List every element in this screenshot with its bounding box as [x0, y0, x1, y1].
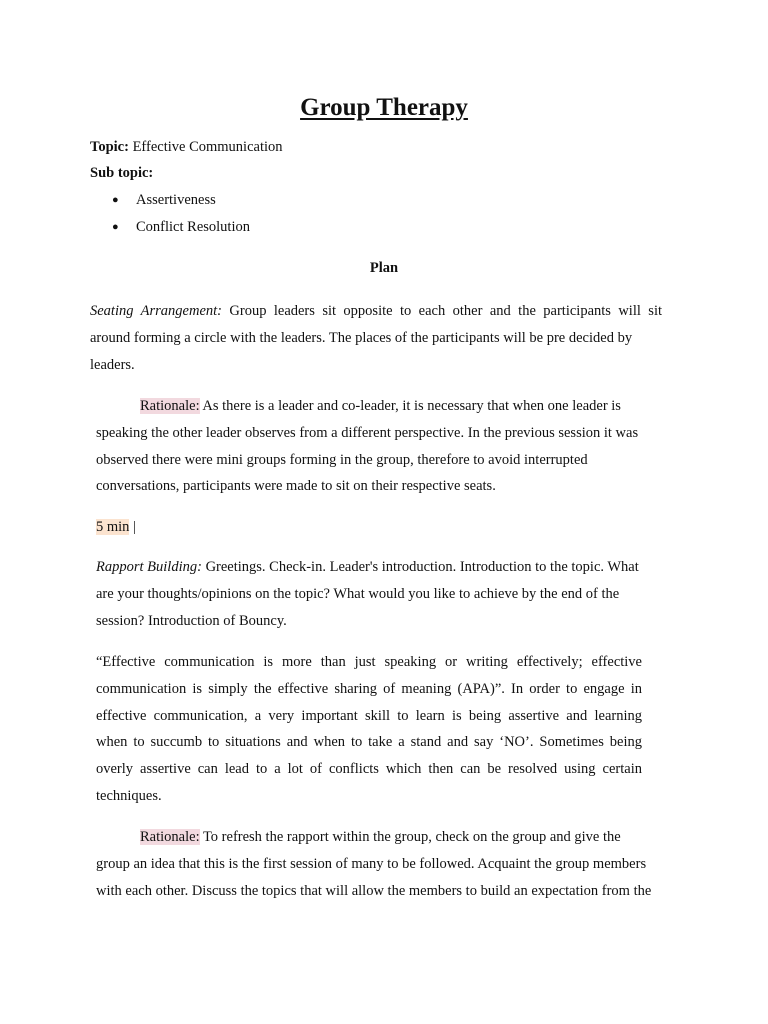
- subtopic-label: Sub topic:: [90, 165, 154, 181]
- rationale-paragraph: Rationale: As there is a leader and co-leader, it is necessary that when one leader is speaking the other leader observes from a different perspective. In the previous session it was observed there were mini groups forming in the group, therefore to avoid interrupted conversations, participants were made to sit on their respective seats.: [96, 398, 639, 495]
- seating-paragraph: Seating Arrangement: Group leaders sit opposite to each other and the participants will sit around forming a circle with the leaders. The places of the participants will be pre decided by leaders.: [90, 303, 662, 373]
- rationale-label: Rationale:: [140, 829, 200, 845]
- bullet-icon: ●: [112, 194, 119, 206]
- rationale-label: Rationale:: [140, 398, 200, 414]
- time-marker: 5 min |: [96, 519, 136, 535]
- topic-value: Effective Communication: [132, 139, 283, 155]
- quote-paragraph: “Effective communication is more than just speaking or writing effectively; effective communication is simply the effective sharing of meaning (APA)”. In order to engage in effective communication, a very important skill to learn is being assertive and learning when to succumb to situations and when to take a stand and say ‘NO’. Sometimes being overly assertive can lead to a lot of conflicts which then can be resolved using certain techniques.: [96, 654, 642, 804]
- rapport-label: Rapport Building:: [96, 559, 202, 575]
- seating-label: Seating Arrangement:: [90, 303, 222, 319]
- plan-heading: Plan: [369, 260, 399, 276]
- rapport-paragraph: Rapport Building: Greetings. Check-in. Leader's introduction. Introduction to the topic. What are your thoughts/opinions on the topic? What would you like to achieve by the end of the session? Introduction of Bouncy.: [96, 559, 639, 629]
- document-title: Group Therapy: [300, 94, 468, 121]
- subtopic-item: ● Assertiveness: [112, 192, 216, 208]
- bullet-icon: ●: [112, 221, 119, 233]
- time-label: 5 min: [96, 519, 130, 535]
- topic-label: Topic:: [90, 139, 129, 155]
- subtopic-line: [90, 164, 153, 182]
- rationale-paragraph: Rationale: To refresh the rapport within the group, check on the group and give the group an idea that this is the first session of many to be followed. Acquaint the group members with each other. Discuss the topics that will allow the members to build an expectation from the: [96, 829, 652, 899]
- topic-line: [90, 138, 283, 156]
- subtopic-item: ● Conflict Resolution: [112, 219, 250, 235]
